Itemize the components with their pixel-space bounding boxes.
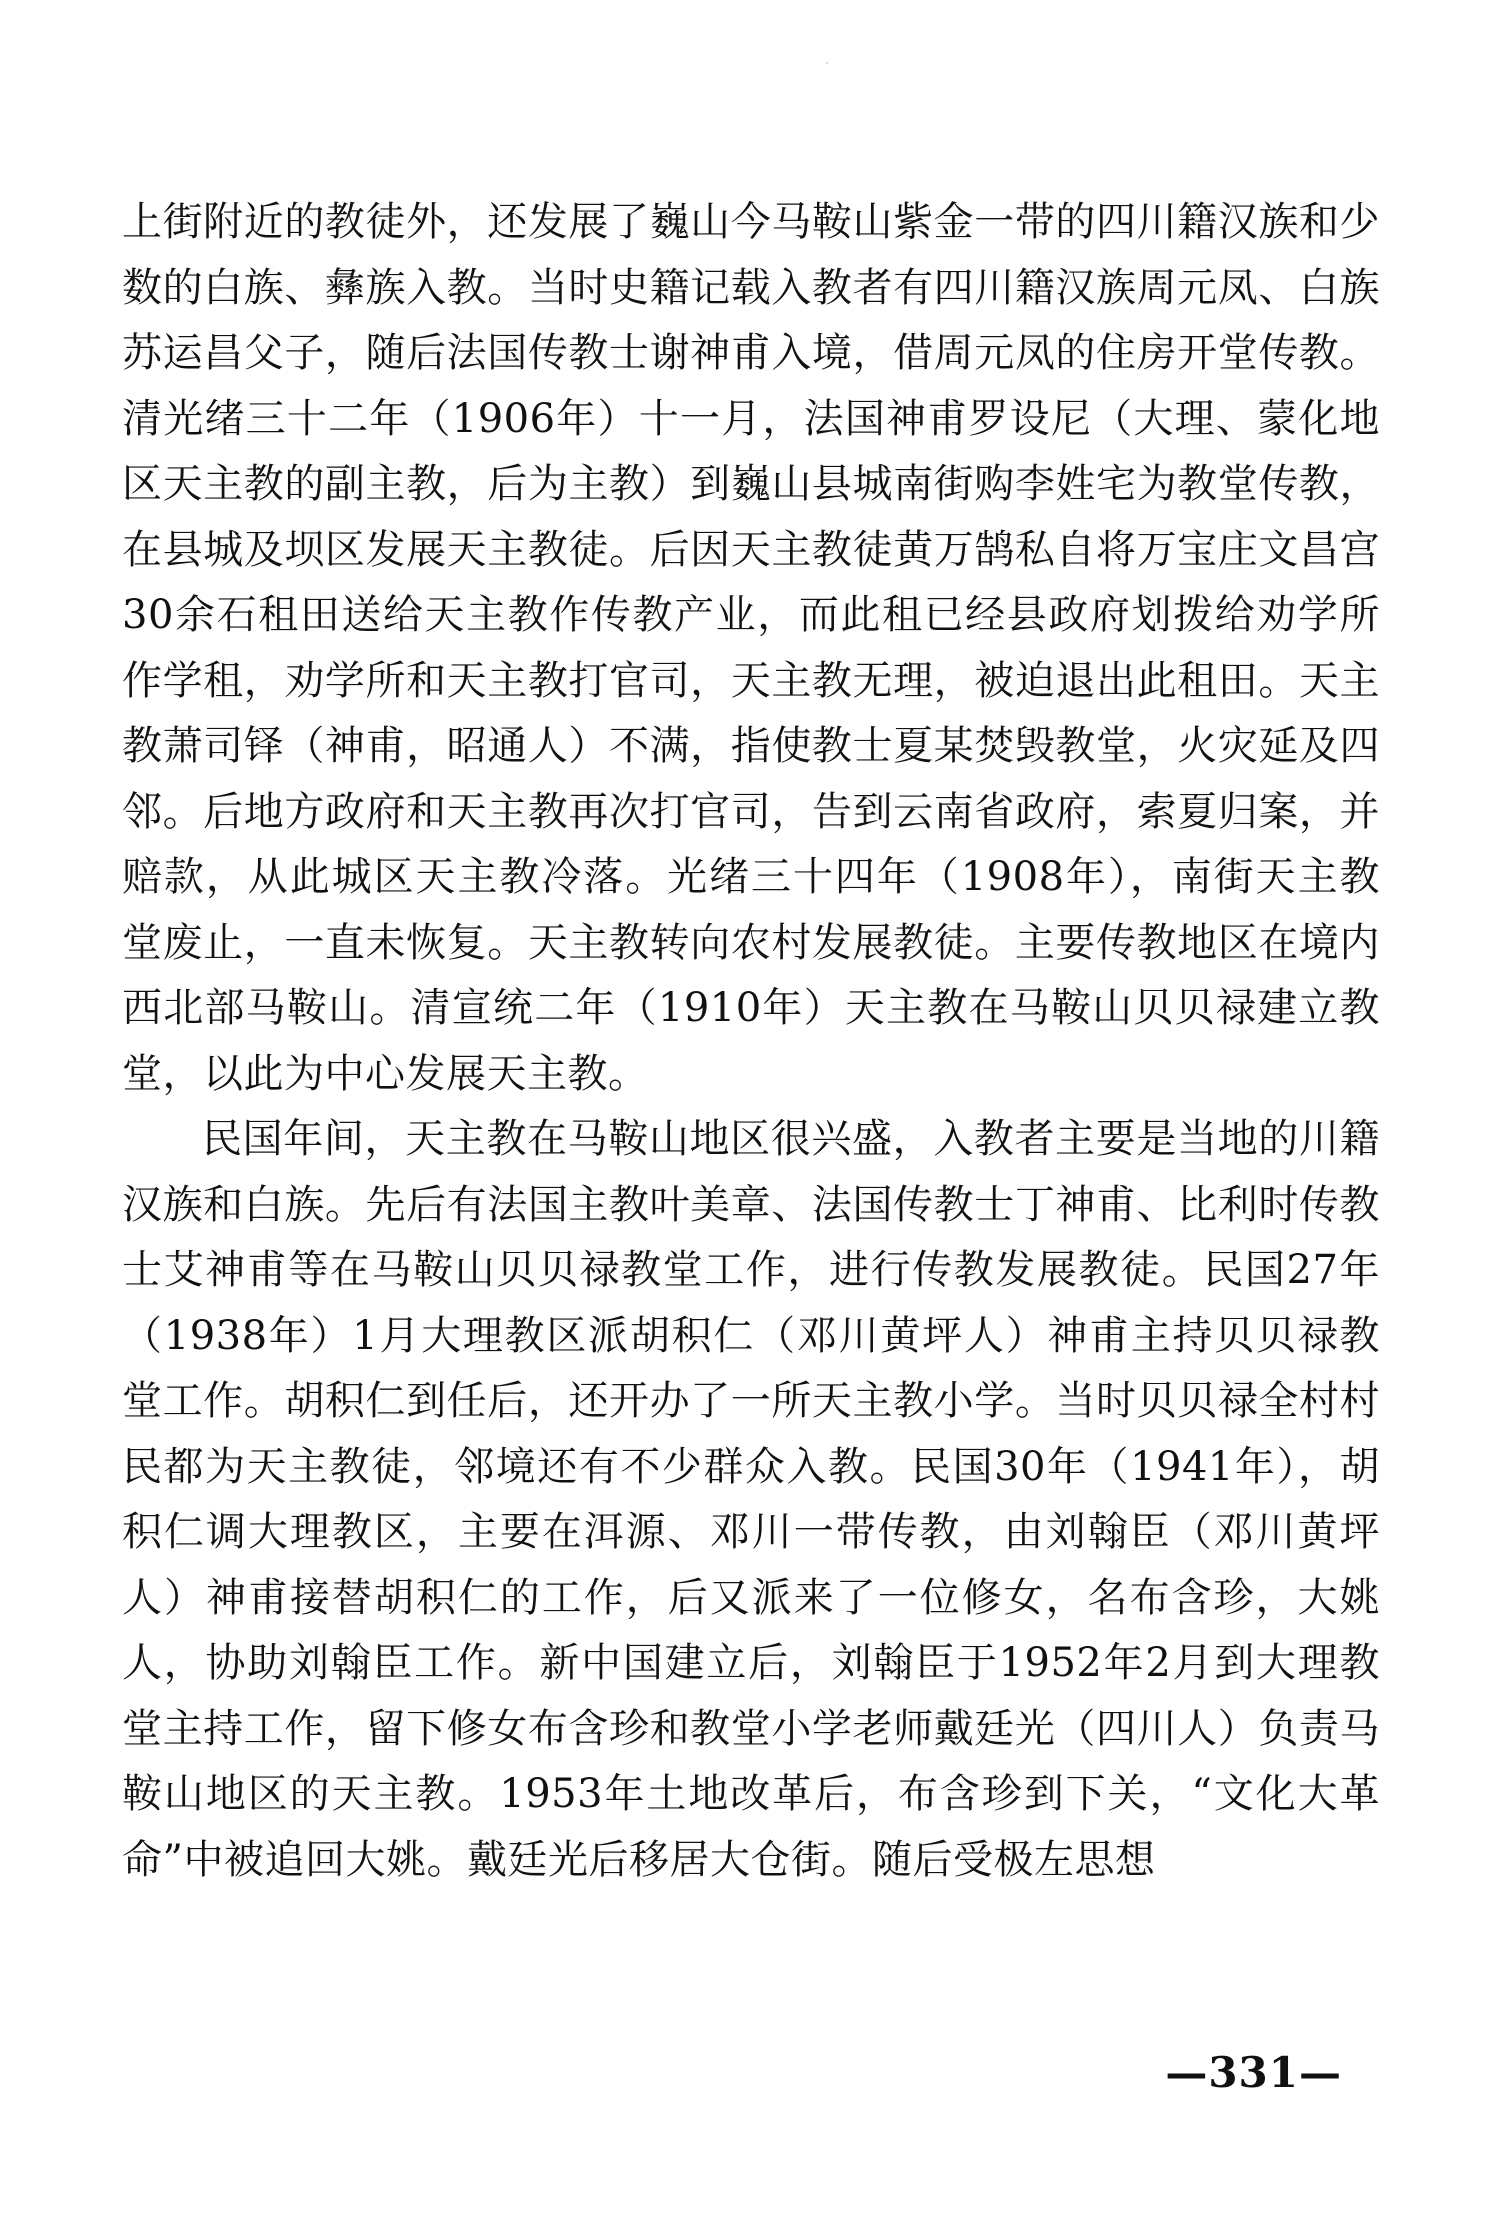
body-text [122,190,1380,1893]
scan-speck [826,62,828,64]
paragraph-1: 上街附近的教徒外，还发展了巍山今马鞍山紫金一带的四川籍汉族和少数的白族、彝族入教。当时史籍记载入教者有四川籍汉族周元凤、白族苏运昌父子，随后法国传教士谢神甫入境，借周元凤的住房开堂传教。清光绪三十二年（1906年）十一月，法国神甫罗设尼（大理、蒙化地区天主教的副主教，后为主教）到巍山县城南街购李姓宅为教堂传教，在县城及坝区发展天主教徒。后因天主教徒黄万鹄私自将万宝庄文昌宫30余石租田送给天主教作传教产业，而此租已经县政府划拨给劝学所作学租，劝学所和天主教打官司，天主教无理，被迫退出此租田。天主教萧司铎（神甫，昭通人）不满，指使教士夏某焚毁教堂，火灾延及四邻。后地方政府和天主教再次打官司，告到云南省政府，索夏归案，并赔款，从此城区天主教冷落。光绪三十四年（1908年），南街天主教堂废止，一直未恢复。天主教转向农村发展教徒。主要传教地区在境内西北部马鞍山。清宣统二年（1910年）天主教在马鞍山贝贝禄建立教堂，以此为中心发展天主教。 [122,199,1380,1097]
page-number: —331— [1165,2048,1342,2097]
paragraph-2: 民国年间，天主教在马鞍山地区很兴盛，入教者主要是当地的川籍汉族和白族。先后有法国主教叶美章、法国传教士丁神甫、比利时传教士艾神甫等在马鞍山贝贝禄教堂工作，进行传教发展教徒。民国27年（1938年）1月大理教区派胡积仁（邓川黄坪人）神甫主持贝贝禄教堂工作。胡积仁到任后，还开办了一所天主教小学。当时贝贝禄全村村民都为天主教徒，邻境还有不少群众入教。民国30年（1941年），胡积仁调大理教区，主要在洱源、邓川一带传教，由刘翰臣（邓川黄坪人）神甫接替胡积仁的工作，后又派来了一位修女，名布含珍，大姚人，协助刘翰臣工作。新中国建立后，刘翰臣于1952年2月到大理教堂主持工作，留下修女布含珍和教堂小学老师戴廷光（四川人）负责马鞍山地区的天主教。1953年土地改革后，布含珍到下关，“文化大革命”中被追回大姚。戴廷光后移居大仓街。随后受极左思想 [122,1116,1380,1883]
